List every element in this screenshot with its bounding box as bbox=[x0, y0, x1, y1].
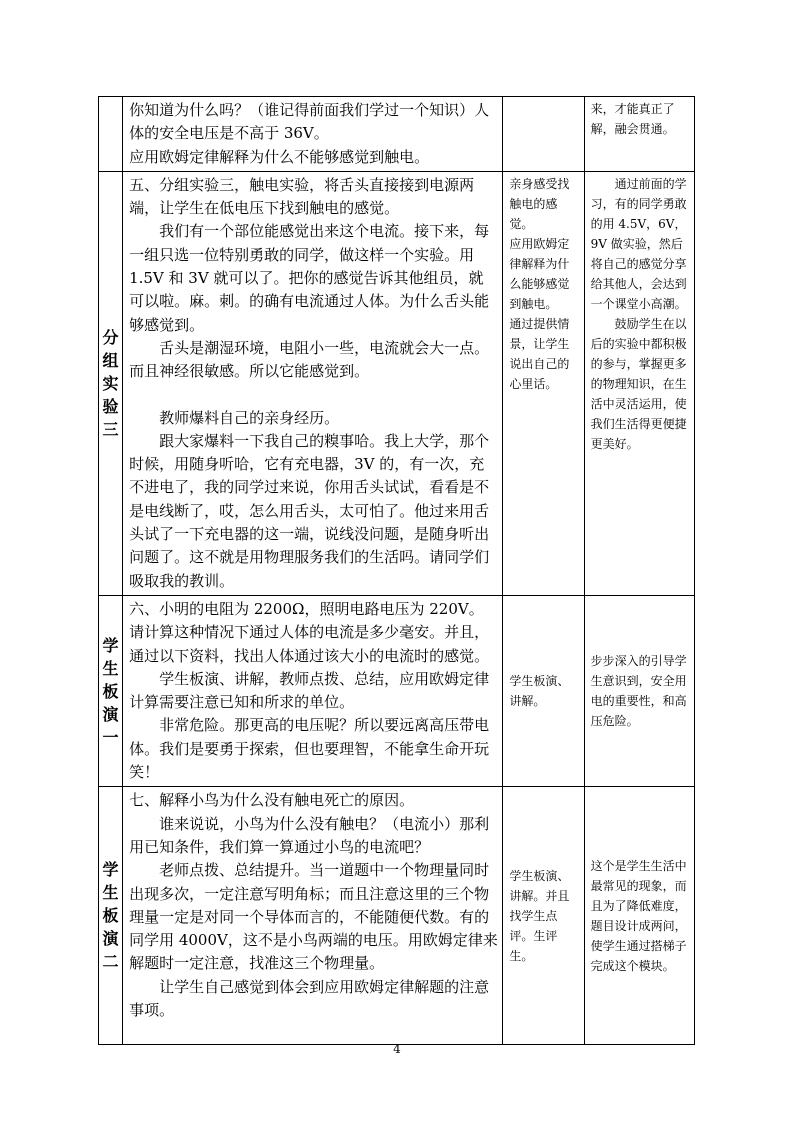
intent-text: 鼓励学生在以后的实验中都积极的参与，掌握更多的物理知识，在生活中灵活运用，使我们生活得更便捷更美好。 bbox=[590, 316, 687, 451]
activity-text: 通过提供情景，让学生说出自己的心里话。 bbox=[509, 316, 570, 391]
content-cell bbox=[123, 787, 503, 1045]
activity-text: 学生板演、讲解。 bbox=[509, 674, 570, 709]
paragraph: 应用欧姆定律解释为什么不能够感觉到触电。 bbox=[129, 147, 430, 166]
row-label: 学生板演一 bbox=[102, 635, 119, 747]
paragraph: 七、解释小鸟为什么没有触电死亡的原因。 bbox=[129, 791, 415, 810]
paragraph: 老师点拨、总结提升。当一道题中一个物理量同时出现多次，一定注意写明角标；而且注意这里的三个物理量一定是对同一个导体而言的，不能随便代数。有的同学用 4000V，这不是小鸟两端的电压。用欧姆定律来解题时一定注意，找准这三个物理量。 bbox=[129, 861, 498, 973]
blank-line bbox=[129, 384, 498, 407]
table-row bbox=[99, 787, 695, 1045]
content-cell bbox=[123, 595, 503, 786]
activity-text: 学生板演、讲解。并且找学生点评。生评生。 bbox=[509, 868, 570, 963]
intent-cell bbox=[584, 97, 694, 172]
paragraph: 让学生自己感觉到体会到应用欧姆定律解题的注意事项。 bbox=[129, 977, 490, 1019]
paragraph: 学生板演、讲解，教师点拨、总结，应用欧姆定律计算需要注意已知和所求的单位。 bbox=[129, 669, 490, 712]
lesson-plan-table bbox=[98, 96, 695, 1045]
activity-cell bbox=[503, 787, 584, 1045]
paragraph: 谁来说说，小鸟为什么没有触电？（电流小）那利用已知条件，我们算一算通过小鸟的电流吧？ bbox=[129, 814, 490, 856]
paragraph: 六、小明的电阻为 2200Ω，照明电路电压为 220V。请计算这种情况下通过人体的电流是多少毫安。并且，通过以下资料，找出人体通过该大小的电流时的感觉。 bbox=[129, 599, 490, 665]
table-row bbox=[99, 171, 695, 595]
table-row bbox=[99, 97, 695, 172]
row-label: 分组实验三 bbox=[102, 327, 119, 439]
activity-text: 应用欧姆定律解释为什么能够感觉到触电。 bbox=[509, 236, 570, 311]
intent-cell bbox=[584, 787, 694, 1045]
paragraph: 我们有一个部位能感觉出来这个电流。接下来，每一组只选一位特别勇敢的同学，做这样一个实验。用 1.5V 和 3V 就可以了。把你的感觉告诉其他组员，就可以啦。麻。刺。的确有电流通过人体。为什么舌头能够感觉到。 bbox=[129, 222, 490, 334]
page-number: 4 bbox=[393, 1042, 401, 1056]
row-label-cell bbox=[99, 787, 123, 1045]
content-cell bbox=[123, 171, 503, 595]
activity-cell bbox=[503, 595, 584, 786]
row-label: 学生板演二 bbox=[102, 860, 119, 972]
content-cell bbox=[123, 97, 503, 172]
activity-cell bbox=[503, 171, 584, 595]
intent-text: 步步深入的引导学生意识到，安全用电的重要性，和高压危险。 bbox=[590, 654, 687, 729]
paragraph: 教师爆料自己的亲身经历。 bbox=[159, 408, 340, 427]
paragraph: 你知道为什么吗？（谁记得前面我们学过一个知识）人体的安全电压是不高于 36V。 bbox=[129, 101, 490, 143]
intent-text: 这个是学生生活中最常见的现象，而且为了降低难度，题目设计成两问，使学生通过搭梯子完成这个模块。 bbox=[590, 858, 687, 973]
activity-cell bbox=[503, 97, 584, 172]
intent-cell bbox=[584, 595, 694, 786]
intent-cell bbox=[584, 171, 694, 595]
paragraph: 舌头是潮湿环境，电阻小一些，电流就会大一点。而且神经很敏感。所以它能感觉到。 bbox=[129, 338, 490, 381]
table-row bbox=[99, 595, 695, 786]
paragraph: 跟大家爆料一下我自己的糗事哈。我上大学，那个时候，用随身听哈，它有充电器，3V 的，有一次，充不进电了，我的同学过来说，你用舌头试试，看看是不是电线断了，哎，怎么用舌头，太可怕了。他过来用舌头试了一下充电器的这一端，说线没问题，是随身听出问题了。这不就是用物理服务我们的生活吗。请同学们吸取我的教训。 bbox=[129, 431, 490, 590]
intent-text: 来，才能真正了解，融会贯通。 bbox=[590, 102, 675, 136]
activity-text: 亲身感受找触电的感觉。 bbox=[509, 176, 570, 231]
paragraph: 五、分组实验三，触电实验，将舌头直接接到电源两端，让学生在低电压下找到触电的感觉。 bbox=[129, 175, 475, 218]
paragraph: 非常危险。那更高的电压呢？所以要远离高压带电体。我们是要勇于探索，但也要理智，不能拿生命开玩笑！ bbox=[129, 716, 490, 782]
row-label-cell bbox=[99, 595, 123, 786]
row-label-cell bbox=[99, 171, 123, 595]
intent-text: 通过前面的学习，有的同学勇敢的用 4.5V，6V，9V 做实验，然后将自己的感觉分享给其他人，会达到一个课堂小高潮。 bbox=[590, 176, 687, 311]
row-label-cell bbox=[99, 97, 123, 172]
